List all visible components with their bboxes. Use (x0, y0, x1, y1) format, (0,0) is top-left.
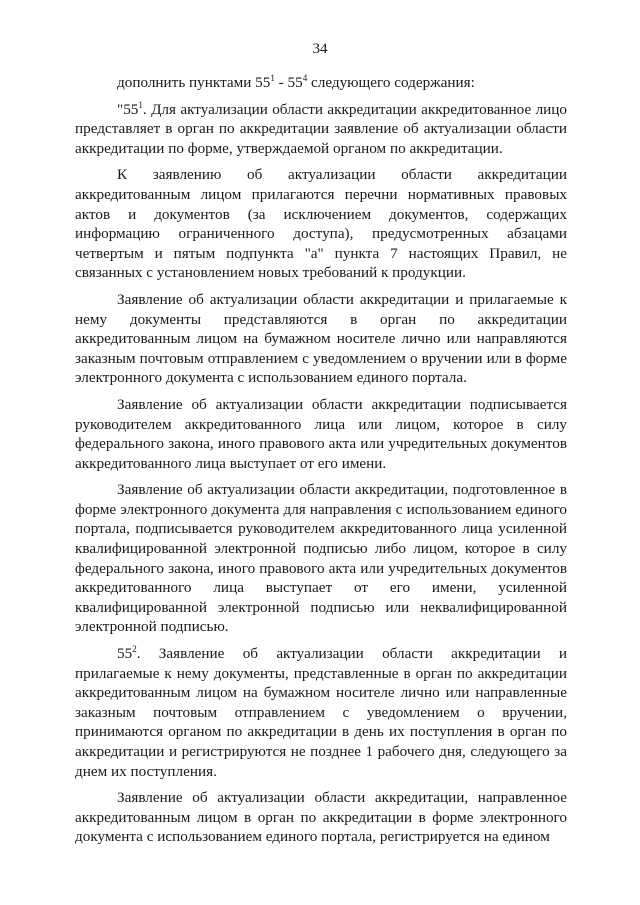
page-number: 34 (312, 41, 328, 57)
paragraph-55-2-superscript: 2 (132, 643, 137, 654)
intro-line (75, 73, 567, 93)
paragraph-electronic-signature: Заявление об актуализации области аккредитации, подготовленное в форме электронного документа для направления с использованием единого портала, подписывается руководителем аккредитованного лица усиленной квалифицированной электронной подписью либо лицом, которое в силу федерального закона, иного правового акта или учредительных документов аккредитованного лица выступает от его имени, усиленной квалифицированной электронной подписью или неквалифицированной электронной подписью. (75, 481, 567, 636)
intro-text-end: следующего содержания: (307, 74, 475, 91)
paragraph-55-1-text: . Для актуализации области аккредитации аккредитованное лицо представляет в орган по аккредитации заявление об актуализации области аккредитации по форме, утверждаемой органом по аккредитации. (75, 100, 567, 157)
paragraph-55-2 (75, 644, 567, 781)
paragraph-55-1 (75, 100, 567, 159)
intro-text-start: дополнить пунктами 55 (117, 74, 271, 91)
paragraph-submission: Заявление об актуализации области аккредитации и прилагаемые к нему документы представляются в орган по аккредитации аккредитованным лицом на бумажном носителе лично или направляются заказным почтовым отправлением с уведомлением о вручении или в форме электронного документа с использованием единого портала. (75, 290, 567, 387)
paragraph-55-1-superscript: 1 (138, 99, 143, 110)
intro-text-mid: - 55 (274, 74, 303, 91)
document-body (75, 73, 567, 854)
paragraph-55-2-number: 55 (117, 645, 133, 663)
paragraph-electronic-registration: Заявление об актуализации области аккредитации, направленное аккредитованным лицом в орган по аккредитации в форме электронного документа с использованием единого портала, регистрируется на едином (75, 789, 567, 846)
paragraph-signature: Заявление об актуализации области аккредитации подписывается руководителем аккредитованного лица или лицом, которое в силу федерального закона, иного правового акта или учредительных документов аккредитованного лица выступает от его имени. (75, 395, 567, 472)
intro-superscript-1: 1 (270, 72, 275, 83)
paragraph-attachments: К заявлению об актуализации области аккредитации аккредитованным лицом прилагаются перечни нормативных правовых актов и документов (за исключением документов, содержащих информацию ограниченного доступа), предусмотренных абзацами четвертым и пятым подпункта "а" пункта 7 настоящих Правил, не связанных с установлением новых требований к продукции. (75, 166, 567, 282)
intro-superscript-4: 4 (302, 72, 308, 83)
paragraph-55-2-text: . Заявление об актуализации области аккредитации и прилагаемые к нему документы, представленные в орган по аккредитации аккредитованным лицом на бумажном носителе лично или направленные заказным почтовым отправлением с уведомлением о вручении, принимаются органом по аккредитации в день их поступления в орган по аккредитации и регистрируются не позднее 1 рабочего дня, следующего за днем их поступления. (75, 645, 567, 780)
paragraph-55-1-number: "55 (117, 100, 139, 118)
